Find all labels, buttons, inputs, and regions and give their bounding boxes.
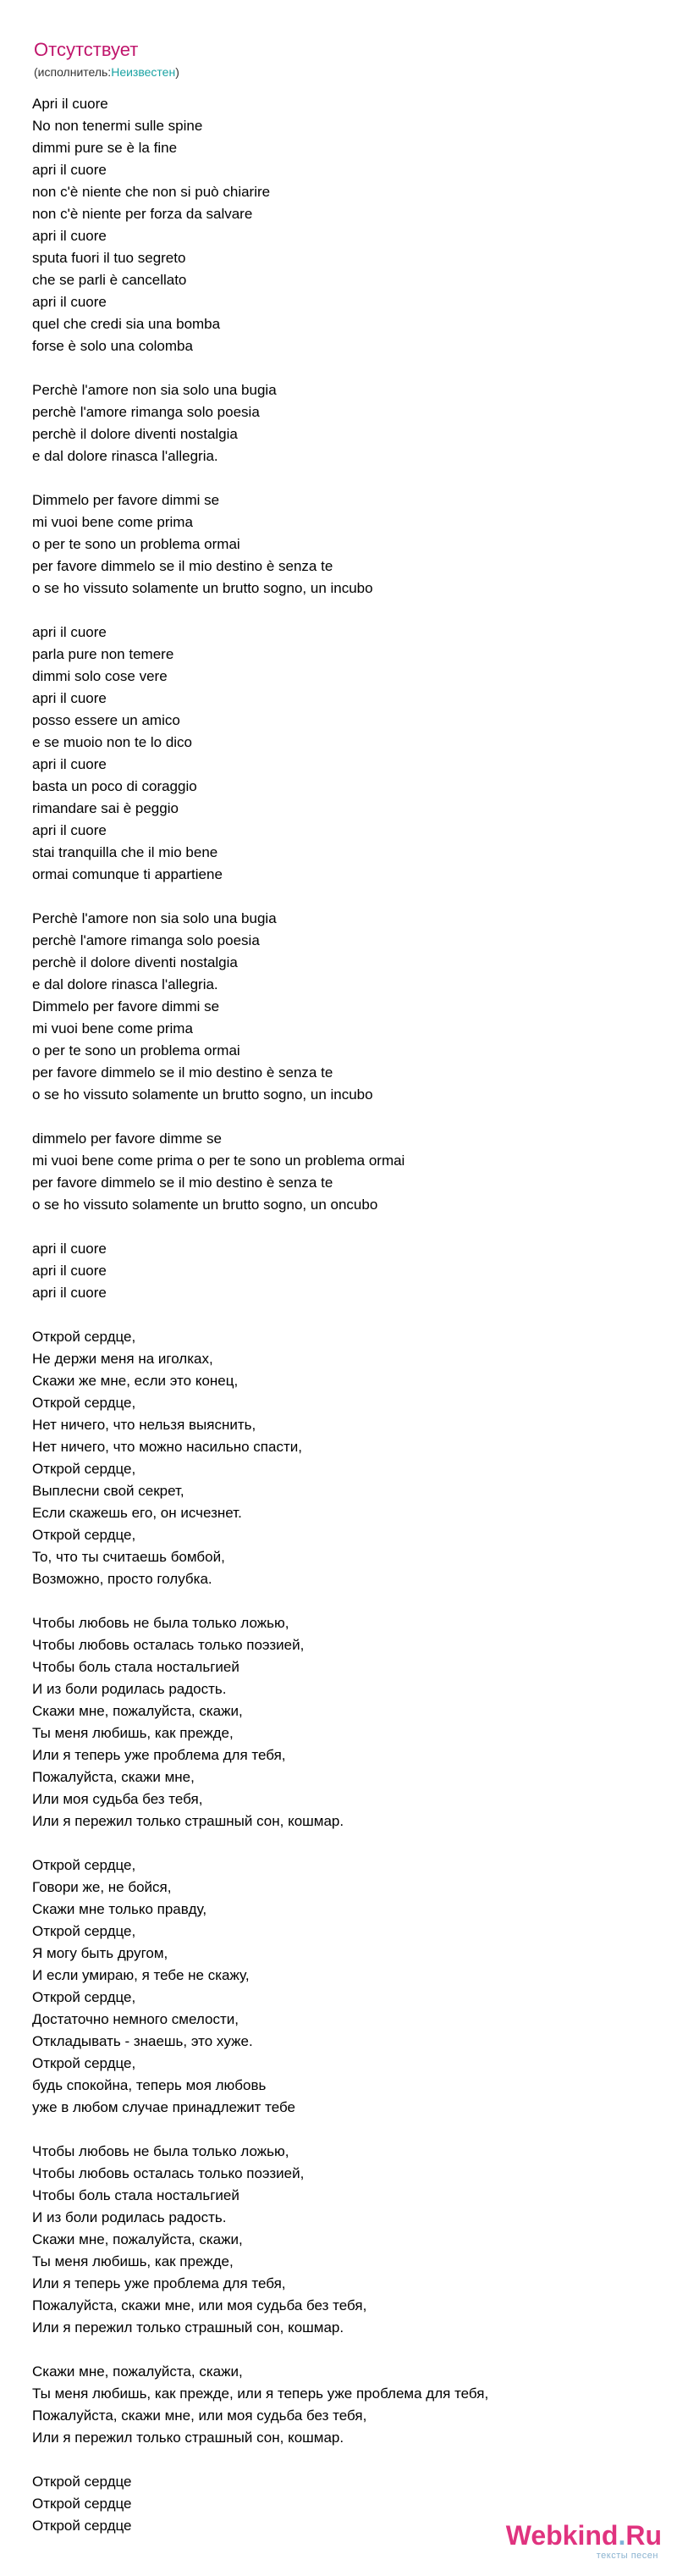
lyric-line: apri il cuore bbox=[32, 1285, 107, 1301]
lyric-line: Открой сердце, bbox=[32, 2055, 136, 2071]
lyric-line: Откладывать - знаешь, это хуже. bbox=[32, 2033, 253, 2049]
lyric-line: Открой сердце, bbox=[32, 1857, 136, 1873]
lyric-line: mi vuoi bene come prima bbox=[32, 1020, 193, 1036]
lyric-line: Скажи мне, пожалуйста, скажи, bbox=[32, 1703, 243, 1719]
lyrics-body bbox=[32, 93, 657, 2537]
lyric-line: dimmi solo cose vere bbox=[32, 668, 168, 684]
lyric-line: perchè il dolore diventi nostalgia bbox=[32, 954, 238, 970]
lyric-line: dimmi pure se è la fine bbox=[32, 140, 178, 156]
lyric-line: Скажи мне только правду, bbox=[32, 1901, 207, 1917]
lyric-line: per favore dimmelo se il mio destino è senza te bbox=[32, 1064, 333, 1081]
lyric-line: che se parli è cancellato bbox=[32, 272, 187, 288]
lyric-line: e dal dolore rinasca l'allegria. bbox=[32, 976, 218, 992]
lyric-line: Dimmelo per favore dimmi se bbox=[32, 998, 220, 1014]
lyric-line: o per te sono un problema ormai bbox=[32, 536, 240, 552]
logo-wordmark bbox=[506, 2522, 662, 2549]
lyric-line: И из боли родилась радость. bbox=[32, 2209, 227, 2225]
lyric-line: Или я пережил только страшный сон, кошмар. bbox=[32, 2430, 344, 2446]
lyric-line: Нет ничего, что можно насильно спасти, bbox=[32, 1439, 302, 1455]
stanza-gap bbox=[32, 2119, 657, 2141]
lyric-line: Говори же, не бойся, bbox=[32, 1879, 172, 1895]
logo-tagline: тексты песен bbox=[596, 2551, 658, 2561]
lyric-line: Открой сердце, bbox=[32, 1923, 136, 1939]
lyric-line: Открой сердце bbox=[32, 2496, 132, 2512]
stanza-gap bbox=[32, 1106, 657, 1128]
lyric-line: e se muoio non te lo dico bbox=[32, 734, 193, 750]
lyric-line: basta un poco di coraggio bbox=[32, 778, 197, 794]
lyric-line: perchè il dolore diventi nostalgia bbox=[32, 426, 238, 442]
stanza-gap bbox=[32, 467, 657, 489]
lyric-line: Не держи меня на иголках, bbox=[32, 1351, 213, 1367]
lyric-line: И если умираю, я тебе не скажу, bbox=[32, 1967, 250, 1983]
lyric-line: Пожалуйста, скажи мне, bbox=[32, 1769, 195, 1785]
lyric-line: rimandare sai è peggio bbox=[32, 800, 179, 816]
lyric-line: Выплесни свой секрет, bbox=[32, 1483, 184, 1499]
lyric-line: Пожалуйста, скажи мне, или моя судьба без тебя, bbox=[32, 2407, 367, 2424]
lyric-line: apri il cuore bbox=[32, 624, 107, 640]
lyric-line: Если скажешь его, он исчезнет. bbox=[32, 1505, 242, 1521]
lyric-line: Apri il cuore bbox=[32, 96, 108, 112]
lyric-line: Ты меня любишь, как прежде, bbox=[32, 2253, 234, 2269]
lyric-line: Скажи мне, пожалуйста, скажи, bbox=[32, 2231, 243, 2247]
lyric-line: Скажи мне, пожалуйста, скажи, bbox=[32, 2363, 243, 2380]
lyric-line: perchè l'amore rimanga solo poesia bbox=[32, 404, 260, 420]
lyric-line: apri il cuore bbox=[32, 822, 107, 838]
lyric-line: То, что ты считаешь бомбой, bbox=[32, 1549, 225, 1565]
artist-link[interactable]: Неизвестен bbox=[111, 65, 176, 79]
lyric-line: posso essere un amico bbox=[32, 712, 180, 728]
lyric-line: ormai comunque ti appartiene bbox=[32, 866, 223, 882]
lyric-line: Perchè l'amore non sia solo una bugia bbox=[32, 382, 277, 398]
lyric-line: Или я пережил только страшный сон, кошмар. bbox=[32, 1813, 344, 1829]
lyric-line: Скажи же мне, если это конец, bbox=[32, 1373, 239, 1389]
site-logo[interactable] bbox=[506, 2522, 662, 2561]
lyric-line: per favore dimmelo se il mio destino è senza te bbox=[32, 558, 333, 574]
lyric-line: apri il cuore bbox=[32, 1241, 107, 1257]
lyric-line: mi vuoi bene come prima bbox=[32, 514, 193, 530]
stanza-gap bbox=[32, 886, 657, 908]
lyric-line: dimmelo per favore dimme se bbox=[32, 1130, 222, 1147]
lyric-line: apri il cuore bbox=[32, 690, 107, 706]
lyric-line: Открой сердце bbox=[32, 2474, 132, 2490]
lyric-line: Открой сердце, bbox=[32, 1395, 136, 1411]
lyric-line: Открой сердце, bbox=[32, 1461, 136, 1477]
lyric-line: Чтобы любовь осталась только поэзией, bbox=[32, 2165, 305, 2181]
lyric-line: o per te sono un problema ormai bbox=[32, 1042, 240, 1059]
lyric-line: non c'è niente per forza da salvare bbox=[32, 206, 253, 222]
lyric-line: apri il cuore bbox=[32, 162, 107, 178]
lyric-line: Открой сердце, bbox=[32, 1329, 136, 1345]
stanza-gap bbox=[32, 1216, 657, 1238]
lyric-line: quel che credi sia una bomba bbox=[32, 316, 221, 332]
lyric-line: Ты меня любишь, как прежде, bbox=[32, 1725, 234, 1741]
lyric-line: non c'è niente che non si può chiarire bbox=[32, 184, 271, 200]
lyric-line: И из боли родилась радость. bbox=[32, 1681, 227, 1697]
song-title: Отсутствует bbox=[34, 39, 139, 60]
lyric-line: apri il cuore bbox=[32, 1263, 107, 1279]
lyric-line: Ты меня любишь, как прежде, или я теперь уже проблема для тебя, bbox=[32, 2385, 489, 2402]
lyric-line: parla pure non temere bbox=[32, 646, 174, 662]
lyric-line: Открой сердце bbox=[32, 2518, 132, 2534]
lyric-line: Чтобы любовь осталась только поэзией, bbox=[32, 1637, 305, 1653]
lyric-line: No non tenermi sulle spine bbox=[32, 118, 203, 134]
stanza-gap bbox=[32, 1590, 657, 1612]
stanza-gap bbox=[32, 1832, 657, 1855]
stanza-gap bbox=[32, 357, 657, 379]
lyric-line: Открой сердце, bbox=[32, 1527, 136, 1543]
lyric-line: Чтобы любовь не была только ложью, bbox=[32, 1615, 289, 1631]
stanza-gap bbox=[32, 600, 657, 622]
lyric-line: Или я теперь уже проблема для тебя, bbox=[32, 2275, 286, 2291]
stanza-gap bbox=[32, 2449, 657, 2471]
lyric-line: Или я пережил только страшный сон, кошмар. bbox=[32, 2319, 344, 2336]
logo-tld: Ru bbox=[625, 2520, 662, 2551]
lyric-line: Пожалуйста, скажи мне, или моя судьба без тебя, bbox=[32, 2297, 367, 2313]
stanza-gap bbox=[32, 1304, 657, 1326]
lyric-line: e dal dolore rinasca l'allegria. bbox=[32, 448, 218, 464]
lyric-line: o se ho vissuto solamente un brutto sogno, un oncubo bbox=[32, 1197, 378, 1213]
lyric-line: Perchè l'amore non sia solo una bugia bbox=[32, 910, 277, 926]
lyric-line: Или моя судьба без тебя, bbox=[32, 1791, 203, 1807]
lyric-line: apri il cuore bbox=[32, 228, 107, 244]
artist-prefix: (исполнитель: bbox=[34, 65, 112, 79]
lyric-line: perchè l'amore rimanga solo poesia bbox=[32, 932, 260, 948]
lyric-line: Или я теперь уже проблема для тебя, bbox=[32, 1747, 286, 1763]
lyric-line: Возможно, просто голубка. bbox=[32, 1571, 212, 1587]
lyric-line: Открой сердце, bbox=[32, 1989, 136, 2005]
lyric-line: mi vuoi bene come prima o per te sono un problema ormai bbox=[32, 1153, 405, 1169]
lyric-line: Я могу быть другом, bbox=[32, 1945, 168, 1961]
lyric-line: Нет ничего, что нельзя выяснить, bbox=[32, 1417, 256, 1433]
lyric-line: o se ho vissuto solamente un brutto sogno, un incubo bbox=[32, 580, 373, 596]
artist-suffix: ) bbox=[175, 65, 179, 79]
lyric-line: Достаточно немного смелости, bbox=[32, 2011, 239, 2027]
lyric-line: stai tranquilla che il mio bene bbox=[32, 844, 218, 860]
lyric-line: уже в любом случае принадлежит тебе bbox=[32, 2099, 296, 2115]
lyric-line: apri il cuore bbox=[32, 756, 107, 772]
lyric-line: будь спокойна, теперь моя любовь bbox=[32, 2077, 267, 2093]
stanza-gap bbox=[32, 2339, 657, 2361]
logo-dot: . bbox=[618, 2520, 626, 2551]
lyric-line: Dimmelo per favore dimmi se bbox=[32, 492, 220, 508]
lyric-line: Чтобы боль стала ностальгией bbox=[32, 1659, 239, 1675]
artist-line bbox=[34, 64, 657, 80]
lyric-line: per favore dimmelo se il mio destino è senza te bbox=[32, 1175, 333, 1191]
lyric-line: apri il cuore bbox=[32, 294, 107, 310]
lyric-line: Чтобы боль стала ностальгией bbox=[32, 2187, 239, 2203]
lyric-line: forse è solo una colomba bbox=[32, 338, 193, 354]
lyric-line: Чтобы любовь не была только ложью, bbox=[32, 2143, 289, 2159]
logo-name: Webkind bbox=[505, 2520, 619, 2551]
lyric-line: o se ho vissuto solamente un brutto sogno, un incubo bbox=[32, 1086, 373, 1103]
lyric-line: sputa fuori il tuo segreto bbox=[32, 250, 186, 266]
